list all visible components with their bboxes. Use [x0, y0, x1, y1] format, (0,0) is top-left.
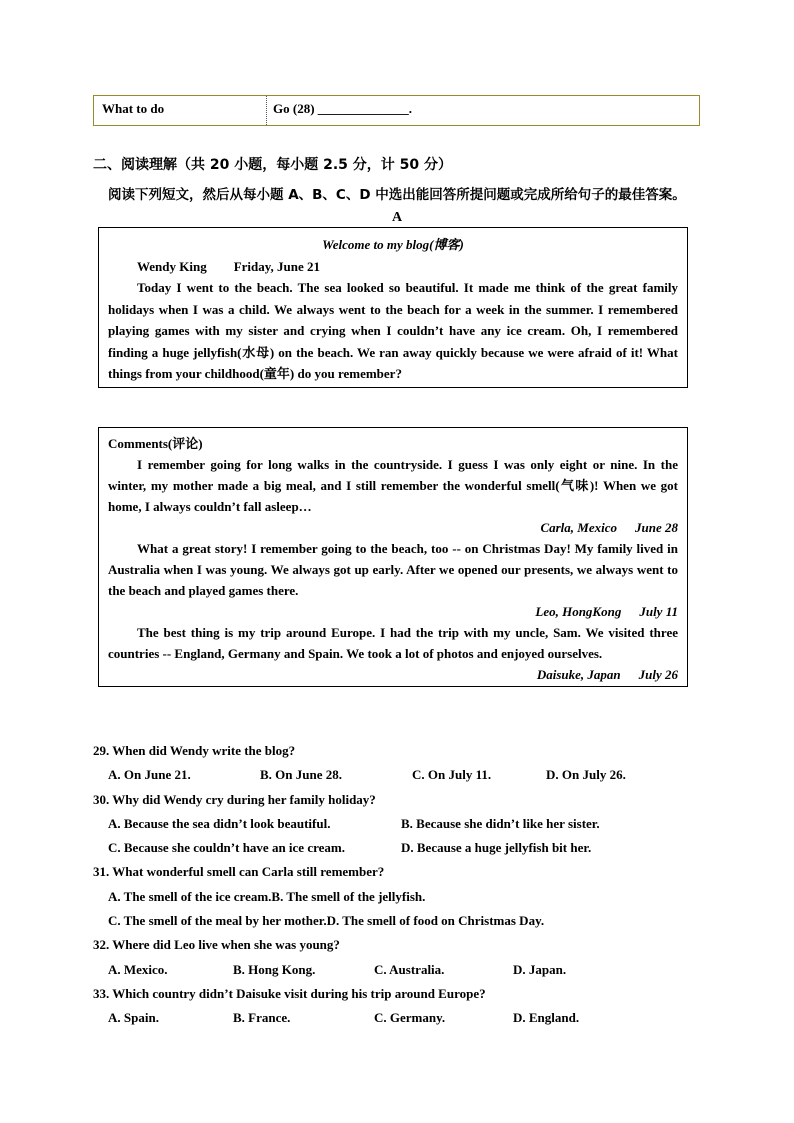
options-row — [93, 909, 713, 933]
options-row — [93, 763, 713, 787]
info-table-row — [93, 95, 700, 126]
option-d[interactable]: D. On July 26. — [546, 767, 626, 783]
blog-title: Welcome to my blog(博客) — [322, 237, 464, 252]
option-a[interactable]: A. Mexico. — [108, 961, 168, 977]
option-c[interactable]: C. Germany. — [374, 1010, 446, 1026]
options-row — [93, 812, 713, 836]
option-b[interactable]: B. Hong Kong. — [233, 961, 316, 977]
question-32: 32. Where did Leo live when she was young? — [93, 937, 340, 953]
blog-date: Friday, June 21 — [233, 258, 321, 274]
option-a[interactable]: A. On June 21. — [108, 767, 191, 783]
option-a-b[interactable]: A. The smell of the ice cream.B. The smell of the jellyfish. — [108, 888, 426, 904]
option-d[interactable]: D. England. — [513, 1010, 580, 1026]
comment-author: Carla, Mexico — [540, 520, 618, 535]
comment-date: July 11 — [639, 604, 678, 619]
comment-author: Leo, HongKong — [535, 604, 622, 619]
blog-post-box — [98, 227, 688, 388]
option-b[interactable]: B. France. — [233, 1010, 291, 1026]
comment-author: Daisuke, Japan — [536, 667, 621, 682]
table-cell-label: What to do — [94, 96, 267, 125]
option-a[interactable]: A. Spain. — [108, 1010, 159, 1026]
comment-text: The best thing is my trip around Europe. I had the trip with my uncle, Sam. We visited three countries -- England, Germany and Spain. We took a lot of photos and enjoyed ourselves. — [108, 625, 678, 661]
comment-byline — [108, 601, 678, 622]
comment-text: What a great story! I remember going to the beach, too -- on Christmas Day! My family lived in Australia when I was young. We always got up early. After we opened our presents, we always went to the beach and played games there. — [108, 541, 678, 598]
blog-author: Wendy King — [137, 258, 207, 274]
options-row — [93, 1006, 713, 1030]
option-d[interactable]: D. Japan. — [513, 961, 567, 977]
option-d[interactable]: D. Because a huge jellyfish bit her. — [401, 840, 592, 856]
option-c[interactable]: C. Because she couldn’t have an ice cream. — [108, 840, 345, 856]
options-row — [93, 885, 713, 909]
option-c[interactable]: C. On July 11. — [412, 767, 492, 783]
section-title: 二、阅读理解（共 20 小题，每小题 2.5 分，计 50 分） — [93, 157, 453, 173]
question-list — [93, 739, 713, 1031]
question-33: 33. Which country didn’t Daisuke visit during his trip around Europe? — [93, 985, 486, 1001]
comments-box — [98, 427, 688, 687]
option-a[interactable]: A. Because the sea didn’t look beautiful. — [108, 815, 331, 831]
option-c[interactable]: C. Australia. — [374, 961, 445, 977]
section-instruction: 阅读下列短文，然后从每小题 A、B、C、D 中选出能回答所提问题或完成所给句子的最佳答案。 — [108, 187, 686, 203]
comment-byline — [108, 664, 678, 685]
comment-date: June 28 — [635, 520, 678, 535]
option-b[interactable]: B. On June 28. — [260, 767, 342, 783]
options-row — [93, 958, 713, 982]
question-29: 29. When did Wendy write the blog? — [93, 743, 296, 758]
option-b[interactable]: B. Because she didn’t like her sister. — [401, 815, 600, 831]
comment-text: I remember going for long walks in the countryside. I guess I was only eight or nine. In the winter, my mother made a big meal, and I still remember the wonderful smell(气味)! When we got home, I always couldn’t fall asleep… — [108, 457, 678, 514]
comments-title: Comments(评论) — [108, 436, 203, 451]
comment-date: July 26 — [638, 667, 678, 682]
options-row — [93, 836, 713, 860]
blog-header — [108, 256, 678, 278]
table-cell-answer: Go (28) ______________. — [273, 101, 413, 116]
question-30: 30. Why did Wendy cry during her family holiday? — [93, 791, 376, 807]
passage-label: A — [392, 210, 403, 225]
question-31: 31. What wonderful smell can Carla still remember? — [93, 864, 385, 880]
option-c-d[interactable]: C. The smell of the meal by her mother.D. The smell of food on Christmas Day. — [108, 913, 545, 929]
blog-text: Today I went to the beach. The sea looked so beautiful. It made me think of the great family holidays when I was a child. We always went to the beach for a week in the summer. I remembered playing games with my sister and crying when I couldn’t have any ice cream. Oh, I remembered finding a huge jellyfish(水母) on the beach. We ran away quickly because we were afraid of it! What things from your childhood(童年) do you remember? — [108, 280, 678, 381]
comment-byline — [108, 517, 678, 538]
